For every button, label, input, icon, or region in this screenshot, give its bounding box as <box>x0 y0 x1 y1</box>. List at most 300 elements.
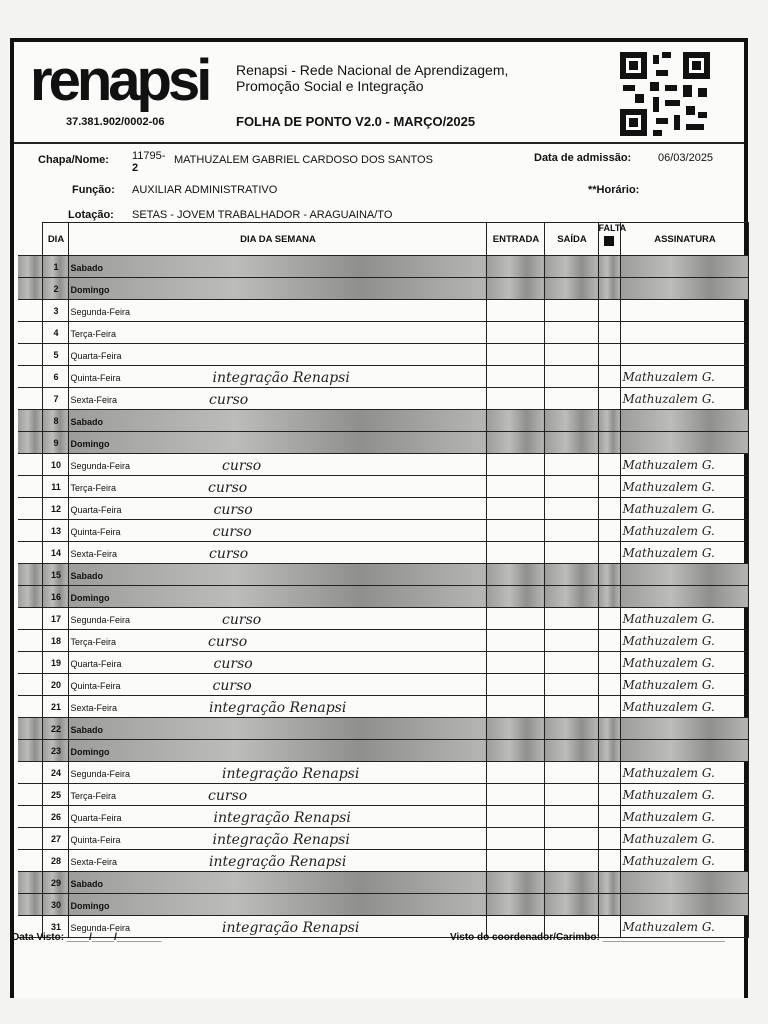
saida-cell <box>544 520 598 542</box>
falta-cell <box>598 674 620 696</box>
falta-cell <box>598 762 620 784</box>
day-cell: 15 <box>42 564 68 586</box>
chapa-number: 11795- <box>132 150 166 162</box>
header-entrada: ENTRADA <box>486 223 544 256</box>
weekday-label: Quarta-Feira <box>70 658 122 669</box>
weekday-label: Domingo <box>70 900 110 911</box>
table-row <box>18 652 748 674</box>
weekday-cell <box>68 454 486 476</box>
table-row <box>18 498 748 520</box>
entrada-cell <box>486 256 544 278</box>
signature-cell <box>620 696 748 718</box>
day-cell: 20 <box>42 674 68 696</box>
signature-cell <box>620 674 748 696</box>
entrada-cell <box>486 278 544 300</box>
weekday-cell <box>68 674 486 696</box>
location-label: Lotação: <box>68 209 114 221</box>
day-cell: 28 <box>42 850 68 872</box>
saida-cell <box>544 608 598 630</box>
signature-cell <box>620 762 748 784</box>
handwritten-note: curso <box>213 655 253 672</box>
weekday-cell <box>68 344 486 366</box>
handwritten-note: integração Renapsi <box>213 809 351 826</box>
entrada-cell <box>486 498 544 520</box>
day-cell: 2 <box>42 278 68 300</box>
handwritten-signature: Mathuzalem G. <box>622 677 715 692</box>
chapa-digit: 2 <box>132 162 139 174</box>
falta-cell <box>598 388 620 410</box>
saida-cell <box>544 432 598 454</box>
handwritten-note: curso <box>222 457 262 474</box>
table-row <box>18 894 748 916</box>
handwritten-signature: Mathuzalem G. <box>622 611 715 626</box>
signature-cell <box>620 608 748 630</box>
weekday-label: Quinta-Feira <box>70 526 121 537</box>
margin-cell <box>18 388 42 410</box>
header-day: DIA <box>42 223 68 256</box>
table-row <box>18 850 748 872</box>
weekday-cell <box>68 256 486 278</box>
signature-cell <box>620 542 748 564</box>
table-row <box>18 740 748 762</box>
margin-cell <box>18 696 42 718</box>
falta-cell <box>598 586 620 608</box>
weekday-cell <box>68 410 486 432</box>
weekday-cell <box>68 806 486 828</box>
saida-cell <box>544 894 598 916</box>
weekday-label: Terça-Feira <box>70 482 117 493</box>
handwritten-signature: Mathuzalem G. <box>622 633 715 648</box>
handwritten-note: curso <box>208 479 248 496</box>
saida-cell <box>544 366 598 388</box>
weekday-label: Sexta-Feira <box>70 548 118 559</box>
entrada-cell <box>486 850 544 872</box>
handwritten-signature: Mathuzalem G. <box>622 501 715 516</box>
signature-cell <box>620 740 748 762</box>
day-cell: 24 <box>42 762 68 784</box>
handwritten-note: integração Renapsi <box>222 919 360 936</box>
saida-cell <box>544 344 598 366</box>
signature-cell <box>620 718 748 740</box>
saida-cell <box>544 542 598 564</box>
saida-cell <box>544 740 598 762</box>
margin-cell <box>18 300 42 322</box>
falta-cell <box>598 410 620 432</box>
falta-cell <box>598 630 620 652</box>
weekday-cell <box>68 608 486 630</box>
table-row <box>18 542 748 564</box>
falta-cell <box>598 366 620 388</box>
weekday-label: Domingo <box>70 284 110 295</box>
handwritten-signature: Mathuzalem G. <box>622 699 715 714</box>
handwritten-note: integração Renapsi <box>209 699 347 716</box>
handwritten-signature: Mathuzalem G. <box>622 809 715 824</box>
margin-cell <box>18 476 42 498</box>
table-row <box>18 520 748 542</box>
day-cell: 30 <box>42 894 68 916</box>
falta-cell <box>598 696 620 718</box>
weekday-cell <box>68 630 486 652</box>
margin-cell <box>18 850 42 872</box>
signature-cell <box>620 630 748 652</box>
weekday-label: Terça-Feira <box>70 328 117 339</box>
table-row <box>18 454 748 476</box>
handwritten-note: integração Renapsi <box>209 853 347 870</box>
day-cell: 16 <box>42 586 68 608</box>
margin-cell <box>18 454 42 476</box>
weekday-cell <box>68 828 486 850</box>
signature-cell <box>620 520 748 542</box>
signature-cell <box>620 652 748 674</box>
weekday-cell <box>68 696 486 718</box>
signature-cell <box>620 344 748 366</box>
margin-cell <box>18 718 42 740</box>
table-row <box>18 410 748 432</box>
timesheet-page <box>10 38 748 998</box>
weekday-cell <box>68 542 486 564</box>
table-row <box>18 344 748 366</box>
schedule-label: **Horário: <box>588 184 640 196</box>
entrada-cell <box>486 652 544 674</box>
handwritten-signature: Mathuzalem G. <box>622 545 715 560</box>
falta-cell <box>598 564 620 586</box>
falta-cell <box>598 718 620 740</box>
signature-cell <box>620 366 748 388</box>
location-value: SETAS - JOVEM TRABALHADOR - ARAGUAINA/TO <box>132 209 393 221</box>
table-header-row <box>18 223 748 256</box>
weekday-label: Terça-Feira <box>70 790 117 801</box>
handwritten-signature: Mathuzalem G. <box>622 523 715 538</box>
saida-cell <box>544 564 598 586</box>
org-name-line1: Renapsi - Rede Nacional de Aprendizagem, <box>236 62 509 78</box>
day-cell: 27 <box>42 828 68 850</box>
margin-cell <box>18 762 42 784</box>
weekday-label: Quinta-Feira <box>70 372 121 383</box>
saida-cell <box>544 806 598 828</box>
signature-cell <box>620 784 748 806</box>
table-row <box>18 674 748 696</box>
entrada-cell <box>486 410 544 432</box>
falta-cell <box>598 608 620 630</box>
handwritten-note: curso <box>212 677 252 694</box>
falta-cell <box>598 828 620 850</box>
weekday-cell <box>68 894 486 916</box>
falta-cell <box>598 344 620 366</box>
saida-cell <box>544 410 598 432</box>
weekday-cell <box>68 300 486 322</box>
margin-cell <box>18 872 42 894</box>
day-cell: 1 <box>42 256 68 278</box>
falta-cell <box>598 740 620 762</box>
falta-cell <box>598 894 620 916</box>
signature-cell <box>620 586 748 608</box>
table-row <box>18 300 748 322</box>
table-row <box>18 278 748 300</box>
header-saida: SAÍDA <box>544 223 598 256</box>
entrada-cell <box>486 630 544 652</box>
page-title: FOLHA DE PONTO V2.0 - MARÇO/2025 <box>236 114 476 129</box>
margin-cell <box>18 828 42 850</box>
entrada-cell <box>486 564 544 586</box>
table-row <box>18 762 748 784</box>
entrada-cell <box>486 300 544 322</box>
handwritten-note: integração Renapsi <box>222 765 360 782</box>
saida-cell <box>544 586 598 608</box>
handwritten-signature: Mathuzalem G. <box>622 919 715 934</box>
handwritten-signature: Mathuzalem G. <box>622 479 715 494</box>
handwritten-signature: Mathuzalem G. <box>622 765 715 780</box>
weekday-label: Terça-Feira <box>70 636 117 647</box>
handwritten-signature: Mathuzalem G. <box>622 853 715 868</box>
falta-marker-icon <box>604 236 614 246</box>
margin-cell <box>18 520 42 542</box>
falta-label: FALTA <box>598 223 627 233</box>
entrada-cell <box>486 542 544 564</box>
handwritten-signature: Mathuzalem G. <box>622 457 715 472</box>
falta-cell <box>598 872 620 894</box>
entrada-cell <box>486 366 544 388</box>
entrada-cell <box>486 740 544 762</box>
falta-cell <box>598 476 620 498</box>
margin-cell <box>18 432 42 454</box>
admission-date: 06/03/2025 <box>658 152 714 164</box>
margin-cell <box>18 608 42 630</box>
handwritten-note: integração Renapsi <box>212 831 350 848</box>
saida-cell <box>544 718 598 740</box>
falta-cell <box>598 432 620 454</box>
day-cell: 17 <box>42 608 68 630</box>
entrada-cell <box>486 674 544 696</box>
day-cell: 13 <box>42 520 68 542</box>
entrada-cell <box>486 608 544 630</box>
weekday-label: Sexta-Feira <box>70 856 118 867</box>
weekday-label: Segunda-Feira <box>70 768 131 779</box>
margin-cell <box>18 410 42 432</box>
header-divider <box>14 142 744 144</box>
saida-cell <box>544 498 598 520</box>
header-weekday: DIA DA SEMANA <box>68 223 486 256</box>
entrada-cell <box>486 520 544 542</box>
margin-cell <box>18 894 42 916</box>
saida-cell <box>544 652 598 674</box>
weekday-cell <box>68 278 486 300</box>
attendance-table <box>18 222 749 938</box>
weekday-label: Quarta-Feira <box>70 812 122 823</box>
falta-cell <box>598 454 620 476</box>
signature-cell <box>620 322 748 344</box>
qr-code-icon <box>620 52 710 136</box>
cnpj-number: 37.381.902/0002-06 <box>66 116 165 128</box>
saida-cell <box>544 872 598 894</box>
weekday-cell <box>68 564 486 586</box>
margin-cell <box>18 674 42 696</box>
saida-cell <box>544 784 598 806</box>
weekday-label: Segunda-Feira <box>70 922 131 933</box>
handwritten-note: curso <box>222 611 262 628</box>
saida-cell <box>544 300 598 322</box>
saida-cell <box>544 256 598 278</box>
margin-cell <box>18 322 42 344</box>
weekday-cell <box>68 762 486 784</box>
handwritten-signature: Mathuzalem G. <box>622 787 715 802</box>
entrada-cell <box>486 586 544 608</box>
table-row <box>18 718 748 740</box>
weekday-label: Quarta-Feira <box>70 504 122 515</box>
margin-cell <box>18 740 42 762</box>
entrada-cell <box>486 454 544 476</box>
margin-cell <box>18 542 42 564</box>
falta-cell <box>598 806 620 828</box>
falta-cell <box>598 256 620 278</box>
handwritten-note: curso <box>212 523 252 540</box>
signature-cell <box>620 432 748 454</box>
attendance-rows <box>18 256 748 938</box>
signature-cell <box>620 410 748 432</box>
margin-cell <box>18 564 42 586</box>
entrada-cell <box>486 322 544 344</box>
day-cell: 23 <box>42 740 68 762</box>
handwritten-signature: Mathuzalem G. <box>622 831 715 846</box>
day-cell: 25 <box>42 784 68 806</box>
signature-cell <box>620 388 748 410</box>
signature-cell <box>620 850 748 872</box>
org-name-line2: Promoção Social e Integração <box>236 78 424 94</box>
weekday-cell <box>68 586 486 608</box>
weekday-label: Segunda-Feira <box>70 614 131 625</box>
weekday-cell <box>68 388 486 410</box>
weekday-label: Sabado <box>70 724 104 735</box>
day-cell: 18 <box>42 630 68 652</box>
handwritten-note: integração Renapsi <box>212 369 350 386</box>
employee-name: MATHUZALEM GABRIEL CARDOSO DOS SANTOS <box>174 154 433 166</box>
margin-cell <box>18 784 42 806</box>
saida-cell <box>544 476 598 498</box>
falta-cell <box>598 652 620 674</box>
coordinator-stamp: Visto do coordenador/Carimbo: ______________________ <box>450 932 725 943</box>
table-row <box>18 564 748 586</box>
table-row <box>18 784 748 806</box>
margin-cell <box>18 278 42 300</box>
saida-cell <box>544 762 598 784</box>
weekday-cell <box>68 366 486 388</box>
header-falta <box>598 223 627 256</box>
day-cell: 9 <box>42 432 68 454</box>
table-row <box>18 366 748 388</box>
day-cell: 29 <box>42 872 68 894</box>
renapsi-logo: renapsi <box>30 48 209 113</box>
day-cell: 22 <box>42 718 68 740</box>
weekday-cell <box>68 520 486 542</box>
handwritten-signature: Mathuzalem G. <box>622 391 715 406</box>
weekday-cell <box>68 784 486 806</box>
table-row <box>18 256 748 278</box>
saida-cell <box>544 674 598 696</box>
weekday-label: Sabado <box>70 262 104 273</box>
weekday-cell <box>68 652 486 674</box>
organization-name <box>236 62 556 94</box>
weekday-cell <box>68 322 486 344</box>
handwritten-note: curso <box>209 391 249 408</box>
saida-cell <box>544 454 598 476</box>
saida-cell <box>544 278 598 300</box>
signature-cell <box>620 278 748 300</box>
entrada-cell <box>486 762 544 784</box>
function-value: AUXILIAR ADMINISTRATIVO <box>132 184 278 196</box>
signature-cell <box>620 476 748 498</box>
signature-cell <box>620 828 748 850</box>
weekday-label: Quinta-Feira <box>70 680 121 691</box>
day-cell: 10 <box>42 454 68 476</box>
entrada-cell <box>486 784 544 806</box>
weekday-label: Sabado <box>70 570 104 581</box>
signature-cell <box>620 300 748 322</box>
day-cell: 21 <box>42 696 68 718</box>
handwritten-note: curso <box>208 633 248 650</box>
chapa-label: Chapa/Nome: <box>38 154 109 166</box>
weekday-cell <box>68 498 486 520</box>
day-cell: 4 <box>42 322 68 344</box>
table-row <box>18 586 748 608</box>
weekday-label: Domingo <box>70 746 110 757</box>
falta-cell <box>598 300 620 322</box>
weekday-cell <box>68 850 486 872</box>
day-cell: 19 <box>42 652 68 674</box>
saida-cell <box>544 696 598 718</box>
margin-cell <box>18 586 42 608</box>
signature-cell <box>620 806 748 828</box>
margin-cell <box>18 806 42 828</box>
weekday-label: Domingo <box>70 592 110 603</box>
saida-cell <box>544 388 598 410</box>
handwritten-note: curso <box>208 787 248 804</box>
admission-label: Data de admissão: <box>534 152 632 164</box>
handwritten-note: curso <box>213 501 253 518</box>
entrada-cell <box>486 388 544 410</box>
signature-cell <box>620 894 748 916</box>
weekday-cell <box>68 476 486 498</box>
falta-cell <box>598 498 620 520</box>
weekday-cell <box>68 872 486 894</box>
table-row <box>18 696 748 718</box>
weekday-label: Quinta-Feira <box>70 834 121 845</box>
margin-cell <box>18 498 42 520</box>
weekday-label: Segunda-Feira <box>70 460 131 471</box>
saida-cell <box>544 828 598 850</box>
day-cell: 14 <box>42 542 68 564</box>
margin-cell <box>18 344 42 366</box>
weekday-label: Sabado <box>70 878 104 889</box>
function-label: Função: <box>72 184 115 196</box>
margin-cell <box>18 256 42 278</box>
weekday-label: Domingo <box>70 438 110 449</box>
falta-cell <box>598 850 620 872</box>
date-visto: Data Visto: ____/____/________ <box>12 932 162 943</box>
signature-cell <box>620 872 748 894</box>
saida-cell <box>544 850 598 872</box>
falta-cell <box>598 784 620 806</box>
handwritten-signature: Mathuzalem G. <box>622 369 715 384</box>
table-row <box>18 322 748 344</box>
margin-cell <box>18 630 42 652</box>
signature-cell <box>620 564 748 586</box>
entrada-cell <box>486 894 544 916</box>
table-row <box>18 806 748 828</box>
day-cell: 5 <box>42 344 68 366</box>
entrada-cell <box>486 806 544 828</box>
handwritten-note: curso <box>209 545 249 562</box>
day-cell: 12 <box>42 498 68 520</box>
entrada-cell <box>486 432 544 454</box>
